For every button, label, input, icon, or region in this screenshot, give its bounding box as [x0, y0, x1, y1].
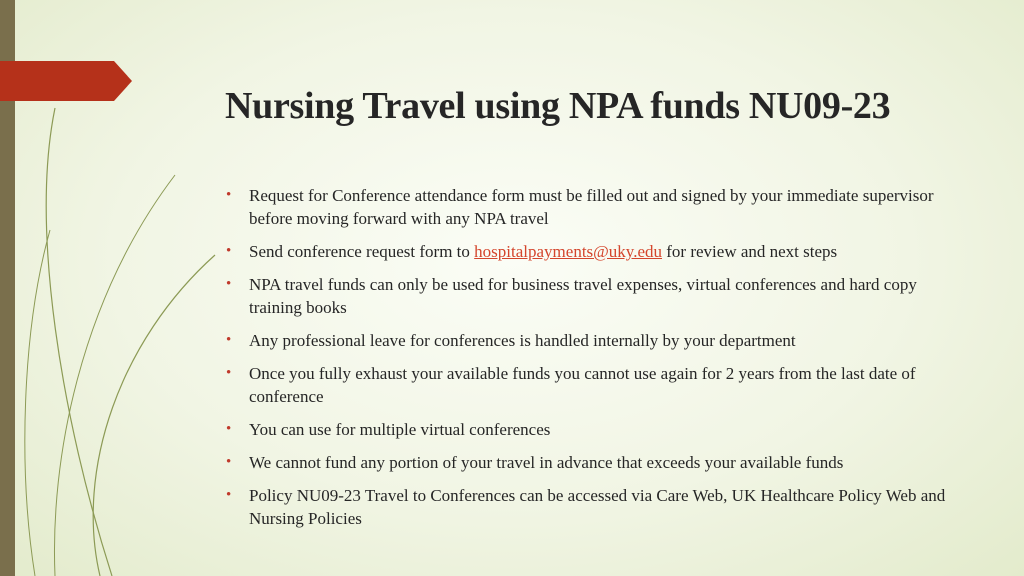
decor-stem-3 — [54, 175, 175, 576]
bullet-text-after: for review and next steps — [662, 242, 838, 261]
bullet-text: Policy NU09-23 Travel to Conferences can be accessed via Care Web, UK Healthcare Policy Web and Nursing Policies — [249, 486, 946, 528]
bullet-item — [225, 184, 960, 230]
bullet-dot-icon: • — [226, 332, 232, 348]
bullet-dot-icon: • — [226, 187, 232, 203]
bullet-list — [225, 184, 960, 540]
bullet-dot-icon: • — [226, 365, 232, 381]
decor-stem-4 — [25, 230, 50, 576]
bullet-text-before: Send conference request form to — [249, 242, 475, 261]
bullet-text: Once you fully exhaust your available funds you cannot use again for 2 years from the last date of conference — [249, 364, 916, 406]
bullet-text: You can use for multiple virtual conferences — [249, 420, 551, 439]
decor-stem-1 — [46, 108, 112, 576]
bullet-item — [225, 484, 960, 530]
bullet-text: Any professional leave for conferences is handled internally by your department — [249, 331, 796, 350]
bullet-item — [225, 451, 960, 474]
decor-stem-2 — [93, 255, 215, 576]
bullet-item — [225, 273, 960, 319]
bullet-text: NPA travel funds can only be used for business travel expenses, virtual conferences and hard copy training books — [249, 275, 917, 317]
bullet-item — [225, 362, 960, 408]
slide-title: Nursing Travel using NPA funds NU09-23 — [225, 85, 891, 127]
bullet-dot-icon: • — [226, 487, 232, 503]
bullet-text: We cannot fund any portion of your travel in advance that exceeds your available funds — [249, 453, 844, 472]
bullet-text: Request for Conference attendance form must be filled out and signed by your immediate supervisor before moving forward with any NPA travel — [249, 186, 934, 228]
bullet-item — [225, 329, 960, 352]
bullet-dot-icon: • — [226, 243, 232, 259]
bullet-item — [225, 418, 960, 441]
accent-arrow-tab — [0, 61, 132, 101]
email-link[interactable]: hospitalpayments@uky.edu — [474, 242, 663, 261]
bullet-dot-icon: • — [226, 454, 232, 470]
bullet-dot-icon: • — [226, 421, 232, 437]
bullet-dot-icon: • — [226, 276, 232, 292]
bullet-item — [225, 240, 960, 263]
